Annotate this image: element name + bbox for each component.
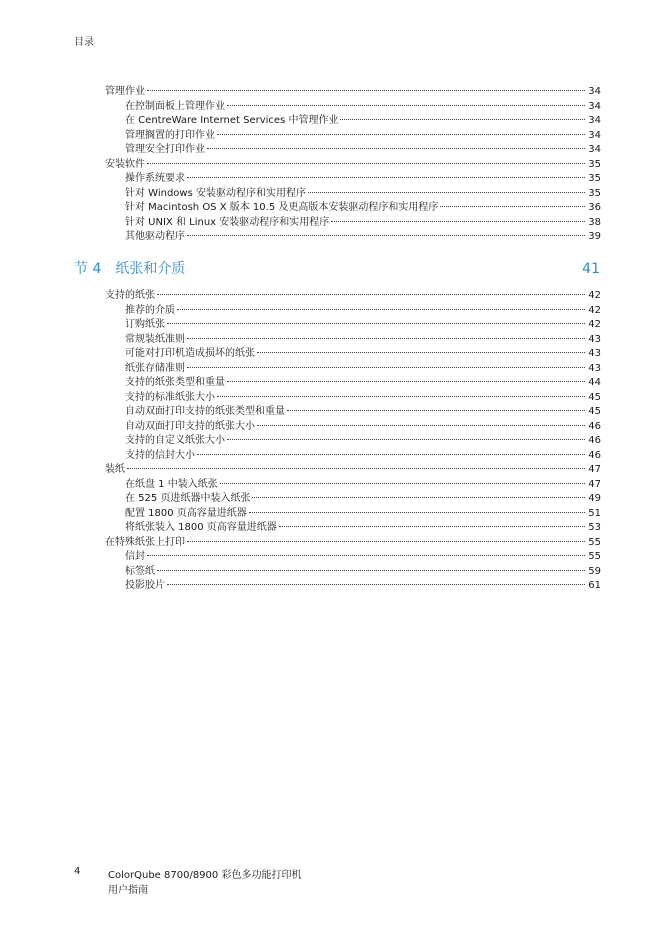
toc-subentry[interactable] bbox=[125, 550, 601, 564]
dot-leader bbox=[279, 525, 585, 527]
dot-leader bbox=[177, 308, 585, 310]
toc-subentry[interactable] bbox=[125, 449, 601, 463]
toc-entry-label: 自动双面打印支持的纸张大小 bbox=[125, 420, 255, 432]
toc-entry-label: 安装软件 bbox=[105, 158, 145, 170]
toc-entry[interactable] bbox=[105, 463, 601, 477]
toc-entry-page: 61 bbox=[588, 580, 601, 591]
dot-leader bbox=[340, 118, 585, 120]
toc-entry-label: 管理搁置的打印作业 bbox=[125, 129, 215, 141]
footer-guide-name: 用户指南 bbox=[108, 885, 148, 896]
dot-leader bbox=[127, 467, 585, 469]
dot-leader bbox=[227, 380, 585, 382]
toc-entry-label: 针对 UNIX 和 Linux 安装驱动程序和实用程序 bbox=[125, 216, 330, 228]
dot-leader bbox=[187, 540, 585, 542]
toc-entry-label: 推荐的介质 bbox=[125, 304, 175, 316]
toc-entry-label: 在纸盘 1 中装入纸张 bbox=[125, 478, 218, 490]
toc-entry-label: 标签纸 bbox=[125, 565, 155, 577]
toc-entry-page: 34 bbox=[588, 115, 601, 126]
toc-entry-label: 纸张存储准则 bbox=[125, 362, 185, 374]
toc-entry-page: 46 bbox=[588, 435, 601, 446]
toc-entry-page: 36 bbox=[588, 202, 601, 213]
dot-leader bbox=[197, 453, 585, 455]
toc-entry-label: 管理作业 bbox=[105, 86, 145, 97]
toc-entry-label: 装纸 bbox=[105, 464, 125, 475]
dot-leader bbox=[440, 205, 585, 207]
toc-subentry[interactable] bbox=[125, 565, 601, 579]
section-number: 节 4 bbox=[74, 261, 102, 277]
dot-leader bbox=[167, 583, 585, 585]
toc-entry-page: 43 bbox=[588, 333, 601, 345]
section-title: 纸张和介质 bbox=[115, 261, 186, 277]
toc-subentry[interactable] bbox=[125, 172, 601, 186]
toc-subentry[interactable] bbox=[125, 434, 601, 448]
toc-entry-label: 将纸张装入 1800 页高容量进纸器 bbox=[125, 522, 277, 533]
toc-subentry[interactable] bbox=[125, 521, 601, 535]
dot-leader bbox=[207, 147, 585, 149]
dot-leader bbox=[167, 322, 585, 324]
dot-leader bbox=[227, 438, 585, 440]
running-header: 目录 bbox=[74, 37, 94, 48]
toc-subentry[interactable] bbox=[125, 318, 601, 332]
toc-entry[interactable] bbox=[105, 536, 601, 550]
toc-subentry[interactable] bbox=[125, 143, 601, 157]
section-page-number: 41 bbox=[582, 261, 600, 277]
toc-entry-page: 43 bbox=[588, 348, 601, 359]
toc-entry-page: 53 bbox=[588, 522, 601, 533]
toc-subentry[interactable] bbox=[125, 478, 601, 492]
toc-entry-page: 47 bbox=[588, 464, 601, 475]
toc-entry-page: 34 bbox=[588, 86, 601, 97]
toc-entry-page: 46 bbox=[588, 449, 601, 461]
toc-entry[interactable] bbox=[105, 289, 601, 303]
toc-entry-label: 其他驱动程序 bbox=[125, 231, 185, 242]
dot-leader bbox=[308, 191, 585, 193]
dot-leader bbox=[220, 482, 585, 484]
toc-entry-page: 43 bbox=[588, 362, 601, 374]
dot-leader bbox=[331, 220, 585, 222]
toc-subentry[interactable] bbox=[125, 100, 601, 114]
dot-leader bbox=[187, 337, 585, 339]
toc-subentry[interactable] bbox=[125, 333, 601, 347]
toc-entry-page: 39 bbox=[588, 231, 601, 242]
toc-entry-label: 支持的信封大小 bbox=[125, 449, 195, 461]
toc-entry-page: 59 bbox=[588, 565, 601, 577]
toc-entry-page: 34 bbox=[588, 144, 601, 155]
toc-entry-label: 信封 bbox=[125, 551, 145, 562]
toc-entry-page: 46 bbox=[588, 420, 601, 432]
toc-entry-label: 针对 Windows 安装驱动程序和实用程序 bbox=[125, 187, 306, 199]
toc-entry-label: 在特殊纸张上打印 bbox=[105, 536, 185, 548]
toc-entry-label: 常规装纸准则 bbox=[125, 333, 185, 345]
toc-subentry[interactable] bbox=[125, 420, 601, 434]
dot-leader bbox=[187, 366, 585, 368]
toc-entry-label: 在控制面板上管理作业 bbox=[125, 100, 225, 112]
toc-entry-label: 在 525 页进纸器中装入纸张 bbox=[125, 493, 251, 504]
dot-leader bbox=[249, 511, 585, 513]
footer-product-name: ColorQube 8700/8900 彩色多功能打印机 bbox=[108, 870, 302, 881]
toc-entry-label: 支持的纸张 bbox=[105, 290, 155, 301]
toc-entry-page: 55 bbox=[588, 536, 601, 548]
toc-entry-label: 管理安全打印作业 bbox=[125, 144, 205, 155]
toc-entry-label: 投影胶片 bbox=[125, 580, 165, 591]
toc-subentry[interactable] bbox=[125, 187, 601, 201]
toc-subentry[interactable] bbox=[125, 201, 601, 215]
toc-entry-page: 35 bbox=[588, 187, 601, 199]
toc-entry[interactable] bbox=[105, 158, 601, 172]
toc-entry-page: 34 bbox=[588, 100, 601, 112]
toc-subentry[interactable] bbox=[125, 507, 601, 521]
dot-leader bbox=[252, 496, 585, 498]
toc-subentry[interactable] bbox=[125, 405, 601, 419]
toc-subentry[interactable] bbox=[125, 347, 601, 361]
dot-leader bbox=[287, 409, 585, 411]
dot-leader bbox=[147, 89, 585, 91]
toc-entry-label: 可能对打印机造成损坏的纸张 bbox=[125, 348, 255, 359]
toc-entry-page: 34 bbox=[588, 129, 601, 141]
toc-entry-page: 55 bbox=[588, 551, 601, 562]
toc-entry-label: 配置 1800 页高容量进纸器 bbox=[125, 507, 247, 519]
toc-entry-label: 操作系统要求 bbox=[125, 173, 185, 184]
toc-entry-page: 38 bbox=[588, 216, 601, 228]
toc-entry-page: 49 bbox=[588, 493, 601, 504]
dot-leader bbox=[187, 234, 585, 236]
toc-entry-page: 42 bbox=[588, 319, 601, 330]
toc-subentry[interactable] bbox=[125, 362, 601, 376]
toc-subentry[interactable] bbox=[125, 230, 601, 244]
toc-entry-page: 42 bbox=[588, 290, 601, 301]
toc-entry-page: 35 bbox=[588, 173, 601, 184]
toc-entry-page: 51 bbox=[588, 507, 601, 519]
toc-entry-page: 45 bbox=[588, 391, 601, 403]
toc-entry-page: 44 bbox=[588, 377, 601, 388]
dot-leader bbox=[187, 176, 585, 178]
dot-leader bbox=[217, 395, 585, 397]
toc-entry-label: 支持的自定义纸张大小 bbox=[125, 435, 225, 446]
toc-subentry[interactable] bbox=[125, 304, 601, 318]
toc-subentry[interactable] bbox=[125, 216, 601, 230]
toc-entry-page: 42 bbox=[588, 304, 601, 316]
toc-entry-label: 在 CentreWare Internet Services 中管理作业 bbox=[125, 115, 339, 126]
toc-subentry[interactable] bbox=[125, 376, 601, 390]
toc-entry[interactable] bbox=[105, 85, 601, 99]
toc-entry-page: 35 bbox=[588, 158, 601, 170]
dot-leader bbox=[257, 424, 585, 426]
toc-entry-label: 支持的纸张类型和重量 bbox=[125, 377, 225, 388]
toc-entry-page: 47 bbox=[588, 478, 601, 490]
toc-entry-label: 针对 Macintosh OS X 版本 10.5 及更高版本安装驱动程序和实用程序 bbox=[125, 202, 439, 213]
dot-leader bbox=[257, 351, 585, 353]
toc-subentry[interactable] bbox=[125, 114, 601, 128]
toc-subentry[interactable] bbox=[125, 391, 601, 405]
toc-entry-label: 自动双面打印支持的纸张类型和重量 bbox=[125, 406, 285, 417]
toc-subentry[interactable] bbox=[125, 492, 601, 506]
dot-leader bbox=[147, 162, 585, 164]
dot-leader bbox=[157, 293, 585, 295]
footer-page-number: 4 bbox=[74, 866, 81, 877]
dot-leader bbox=[157, 569, 585, 571]
toc-entry-label: 支持的标准纸张大小 bbox=[125, 391, 215, 403]
dot-leader bbox=[147, 554, 585, 556]
toc-entry-page: 45 bbox=[588, 406, 601, 417]
dot-leader bbox=[227, 104, 585, 106]
toc-subentry[interactable] bbox=[125, 129, 601, 143]
toc-subentry[interactable] bbox=[125, 579, 601, 593]
section-heading[interactable] bbox=[74, 258, 600, 278]
toc-entry-label: 订购纸张 bbox=[125, 319, 165, 330]
dot-leader bbox=[217, 133, 585, 135]
